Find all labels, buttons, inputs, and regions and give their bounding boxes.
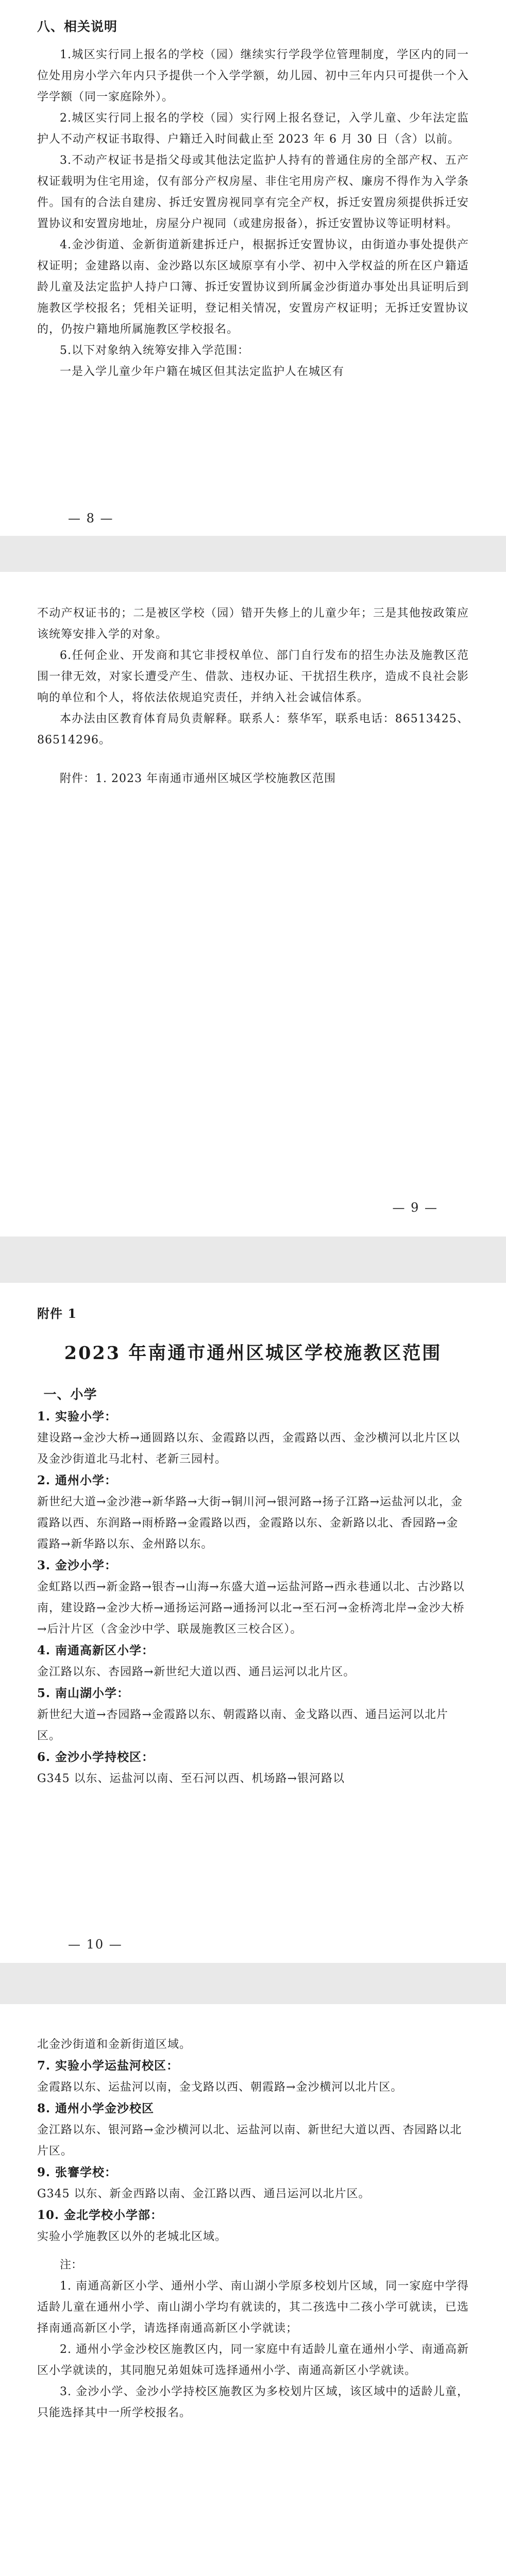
page-10 <box>0 1283 506 1963</box>
school-entry <box>37 1640 469 1683</box>
school-entry <box>37 1470 469 1555</box>
page-8 <box>0 0 506 536</box>
page-gap <box>0 1963 506 2004</box>
school-zone: 实验小学施教区以外的老城北区域。 <box>37 2230 227 2243</box>
attachment-line: 附件：1. 2023 年南通市通州区城区学校施教区范围 <box>60 772 336 785</box>
school-zone: 金霞路以东、运盐河以南，金戈路以西、朝霞路→金沙横河以北片区。 <box>37 2081 403 2094</box>
school-zone: 金江路以东、银河路→金沙横河以北、运盐河以南、新世纪大道以西、杏园路以北片区。 <box>37 2124 462 2158</box>
school-zone-continued: 北金沙街道和金新街道区域。 <box>37 2038 192 2051</box>
school-zone: 金虹路以西→新金路→银杏→山海→东盛大道→运盐河路→西永巷通以北、古沙路以南，建设路→金沙大桥→通扬运河路→通扬河以北→至石河→金桥湾北岸→金沙大桥→后汁片区（含金沙中学、联晟施教区三校合区）。 <box>37 1581 465 1636</box>
school-entry <box>37 2098 469 2162</box>
notes-heading: 注： <box>60 2259 83 2272</box>
annex-label: 附件 1 <box>37 1306 77 1321</box>
page-gap <box>0 1236 506 1283</box>
note-paragraph-continued: 一是入学儿童少年户籍在城区但其法定监护人在城区有 <box>60 365 345 378</box>
school-zone: G345 以东、运盐河以南、至石河以西、机场路→银河路以 <box>37 1772 345 1785</box>
school-name: 5. 南山湖小学： <box>37 1686 130 1700</box>
school-entry <box>37 1683 469 1747</box>
section-heading-related-notes: 八、相关说明 <box>37 19 118 34</box>
school-zone: 新世纪大道→杏园路→金霞路以东、朝霞路以南、金戈路以西、通吕运河以北片区。 <box>37 1708 448 1742</box>
school-entry <box>37 2055 469 2098</box>
note-item: 3. 金沙小学、金沙小学持校区施教区为多校划片区域，该区域中的适龄儿童，只能选择其中一所学校报名。 <box>37 2385 469 2419</box>
school-name: 10. 金北学校小学部： <box>37 2208 163 2222</box>
school-name: 8. 通州小学金沙校区 <box>37 2102 155 2115</box>
note-paragraph: 3.不动产权证书是指父母或其他法定监护人持有的普通住房的全部产权、五产权证载明为住宅用途，仅有部分产权房屋、非住宅用房产权、廉房不得作为入学条件。国有的合法自建房、拆迁安置房视同享有完全产权，拆迁安置房须提供拆迁安置协议和安置房地址，房屋分户视同（或建房报备），拆迁安置协议等证明材料。 <box>37 154 469 230</box>
school-zone: 金江路以东、杏园路→新世纪大道以西、通吕运河以北片区。 <box>37 1666 356 1679</box>
note-paragraph: 5.以下对象纳入统筹安排入学范围： <box>60 344 249 357</box>
note-paragraph: 6.任何企业、开发商和其它非授权单位、部门自行发布的招生办法及施教区范围一律无效，对家长遭受产生、借款、违权办证、干扰招生秩序，造成不良社会影响的单位和个人，将依法依规追究责任，并纳入社会诚信体系。 <box>37 649 469 704</box>
page-number: — 8 — <box>68 511 114 526</box>
school-zone: 建设路→金沙大桥→通圆路以东、金霞路以西，金霞路以西、金沙横河以北片区以及金沙街道北马北村、老新三园村。 <box>37 1432 460 1466</box>
note-paragraph: 1.城区实行同上报名的学校（园）继续实行学段学位管理制度，学区内的同一位处用房小学六年内只予提供一个入学学额，幼儿园、初中三年内只可提供一个入学学额（同一家庭除外）。 <box>37 48 469 104</box>
note-paragraph: 2.城区实行同上报名的学校（园）实行网上报名登记，入学儿童、少年法定监护人不动产权证书取得、户籍迁入时间截止至 2023 年 6 月 30 日（含）以前。 <box>37 112 469 146</box>
school-name: 2. 通州小学： <box>37 1473 117 1487</box>
school-name: 9. 张謇学校： <box>37 2165 117 2179</box>
school-name: 1. 实验小学： <box>37 1410 117 1423</box>
note-paragraph: 4.金沙街道、金新街道新建拆迁户，根据拆迁安置协议，由街道办事处提供产权证明；金建路以南、金沙路以东区域原享有小学、初中入学权益的所在区户籍适龄儿童及法定监护人持户口簿、拆迁安置协议到所属金沙街道办事处出具证明后到施教区学校报名；凭相关证明，登记相关情况，安置房产权证明；无拆迁安置协议的，仍按户籍地所属施教区学校报名。 <box>37 239 469 336</box>
school-entry <box>37 2162 469 2205</box>
school-zone: G345 以东、新金西路以南、金江路以西、通吕运河以北片区。 <box>37 2188 370 2200</box>
school-entry <box>37 2205 469 2247</box>
page-gap <box>0 536 506 572</box>
page-11 <box>0 2004 506 2576</box>
school-entry <box>37 1555 469 1640</box>
school-name: 4. 南通高新区小学： <box>37 1643 155 1657</box>
section-heading-primary: 一、小学 <box>43 1387 97 1402</box>
school-entry <box>37 1406 469 1470</box>
page-9 <box>0 572 506 1236</box>
document-title: 2023 年南通市通州区城区学校施教区范围 <box>64 1343 442 1364</box>
school-name: 6. 金沙小学持校区： <box>37 1750 155 1764</box>
note-item: 2. 通州小学金沙校区施教区内，同一家庭中有适龄儿童在通州小学、南通高新区小学就读的，其同胞兄弟姐妹可选择通州小学、南通高新区小学就读。 <box>37 2343 469 2377</box>
school-name: 7. 实验小学运盐河校区： <box>37 2059 179 2073</box>
page-number: — 9 — <box>392 1200 438 1215</box>
page-number: — 10 — <box>68 1937 123 1952</box>
school-name: 3. 金沙小学： <box>37 1558 117 1572</box>
school-entry <box>37 1747 469 1789</box>
note-paragraph-continued: 不动产权证书的；二是被区学校（园）错开失修上的儿童少年；三是其他按政策应该统筹安排入学的对象。 <box>37 607 469 641</box>
school-zone: 新世纪大道→金沙港→新华路→大街→铜川河→银河路→扬子江路→运盐河以北，金霞路以西、东润路→雨桥路→金霞路以西，金霞路以东、金新路以北、香园路→金霞路→新华路以东、金州路以东。 <box>37 1496 463 1551</box>
related-notes-body <box>37 44 469 382</box>
note-item: 1. 南通高新区小学、通州小学、南山湖小学原多校划片区域，同一家庭中学得适龄儿童在通州小学、南山湖小学均有就读的，其二孩选中二孩小学可就读，已选择南通高新区小学，请选择南通高新区小学就读； <box>37 2280 469 2335</box>
contact-paragraph: 本办法由区教育体育局负责解释。联系人：蔡华军，联系电话：86513425、86514296。 <box>37 713 469 747</box>
